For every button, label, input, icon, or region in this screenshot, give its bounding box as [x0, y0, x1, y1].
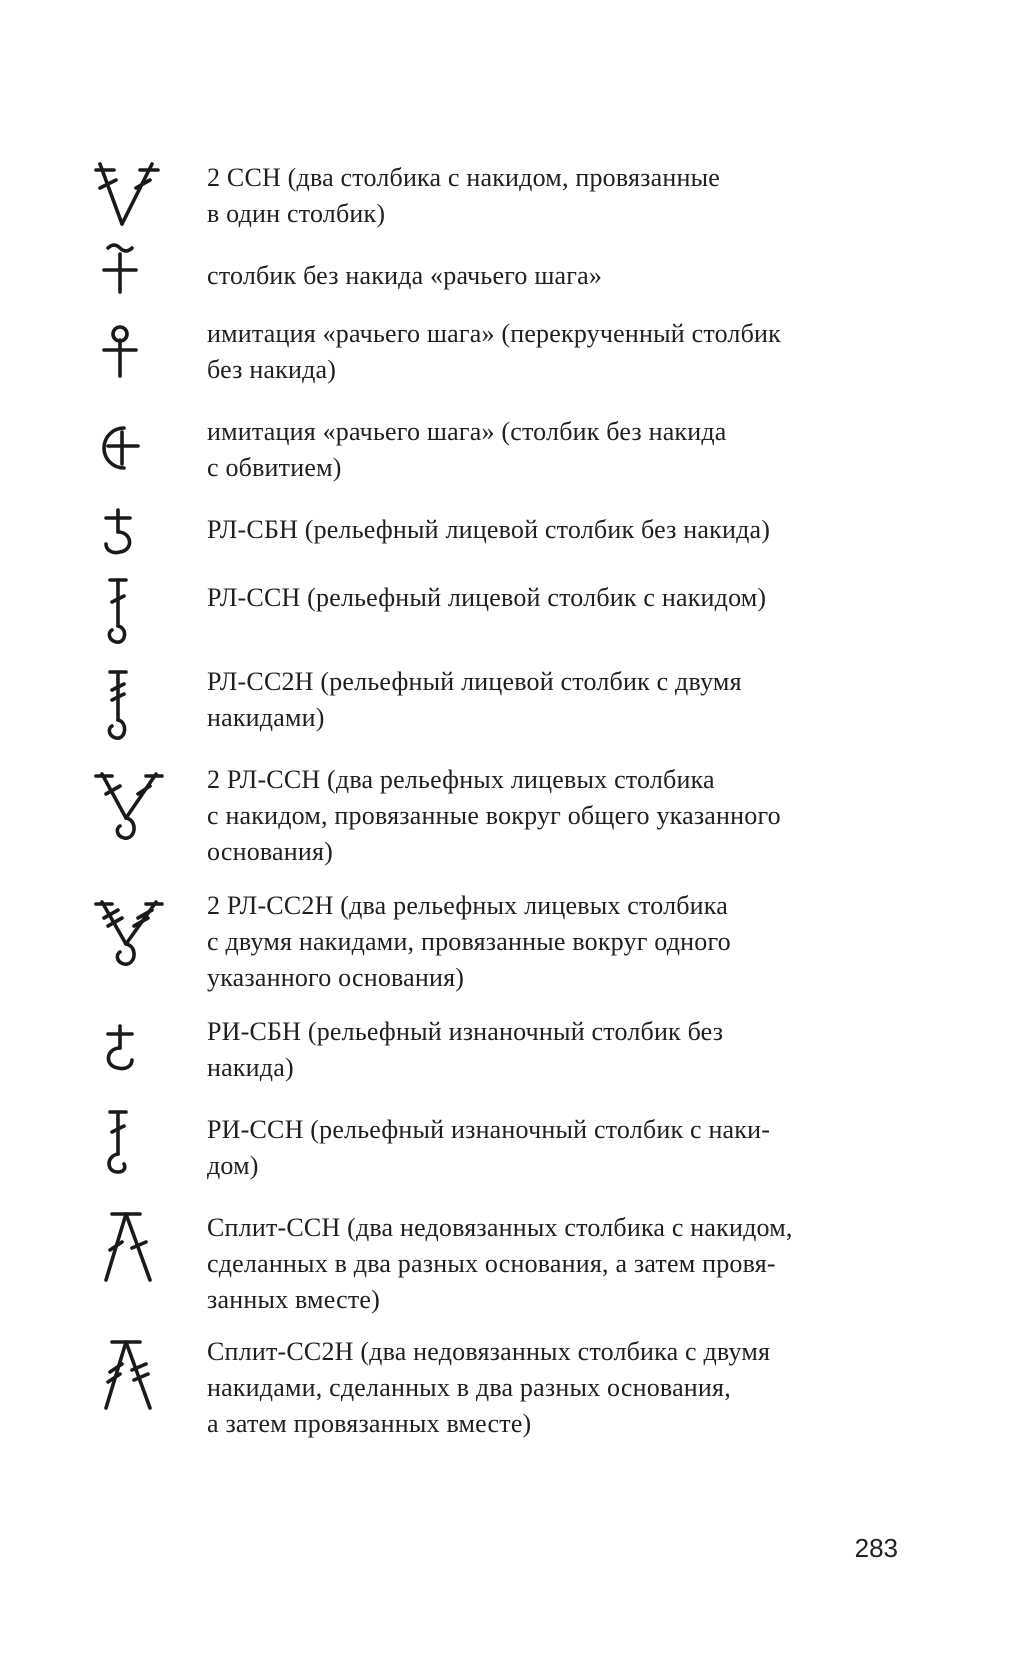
entry-line: РЛ-СС2Н (рельефный лицевой столбик с двумя [207, 667, 742, 696]
split-double-crochet-icon [92, 1210, 172, 1330]
entry-line: с обвитием) [207, 453, 342, 482]
entry-line: имитация «рачьего шага» (столбик без накида [207, 417, 727, 446]
entry-line: Сплит-ССН (два недовязанных столбика с накидом, [207, 1213, 793, 1242]
entry-line: накидами) [207, 703, 325, 732]
entry-line: накидами, сделанных в два разных основания, [207, 1373, 731, 1402]
entry-line: Сплит-СС2Н (два недовязанных столбика с двумя [207, 1337, 771, 1366]
page-number: 283 [854, 1533, 898, 1563]
entry-line: столбик без накида «рачьего шага» [207, 261, 603, 290]
entry-line: основания) [207, 837, 334, 866]
entry-line: 2 РЛ-СС2Н (два рельефных лицевых столбика [207, 891, 728, 920]
two-front-post-treble-crochet-icon [92, 898, 172, 1018]
entry-line: РИ-ССН (рельефный изнаночный столбик с наки- [207, 1115, 771, 1144]
entry-line: а затем провязанных вместе) [207, 1409, 532, 1438]
entry-line: РЛ-ССН (рельефный лицевой столбик с накидом) [207, 583, 767, 612]
entry-line: 2 ССН (два столбика с накидом, провязанные [207, 163, 721, 192]
entry-line: с двумя накидами, провязанные вокруг одного [207, 927, 731, 956]
entry-line: занных вместе) [207, 1285, 380, 1314]
twisted-single-crochet-icon [92, 320, 172, 440]
entry-line: сделанных в два разных основания, а затем провя- [207, 1249, 776, 1278]
entry-line: без накида) [207, 355, 337, 384]
entry-line: имитация «рачьего шага» (перекрученный столбик [207, 319, 781, 348]
entry-line: накида) [207, 1053, 294, 1082]
entry-line: с накидом, провязанные вокруг общего указанного [207, 801, 781, 830]
entry-line: РИ-СБН (рельефный изнаночный столбик без [207, 1017, 724, 1046]
split-treble-crochet-icon [92, 1338, 172, 1458]
entry-line: РЛ-СБН (рельефный лицевой столбик без накида) [207, 515, 771, 544]
entry-line: 2 РЛ-ССН (два рельефных лицевых столбика [207, 765, 715, 794]
entry-line: дом) [207, 1151, 259, 1180]
two-front-post-double-crochet-icon [92, 770, 172, 890]
entry-line: указанного основания) [207, 963, 465, 992]
entry-line: в один столбик) [207, 199, 386, 228]
